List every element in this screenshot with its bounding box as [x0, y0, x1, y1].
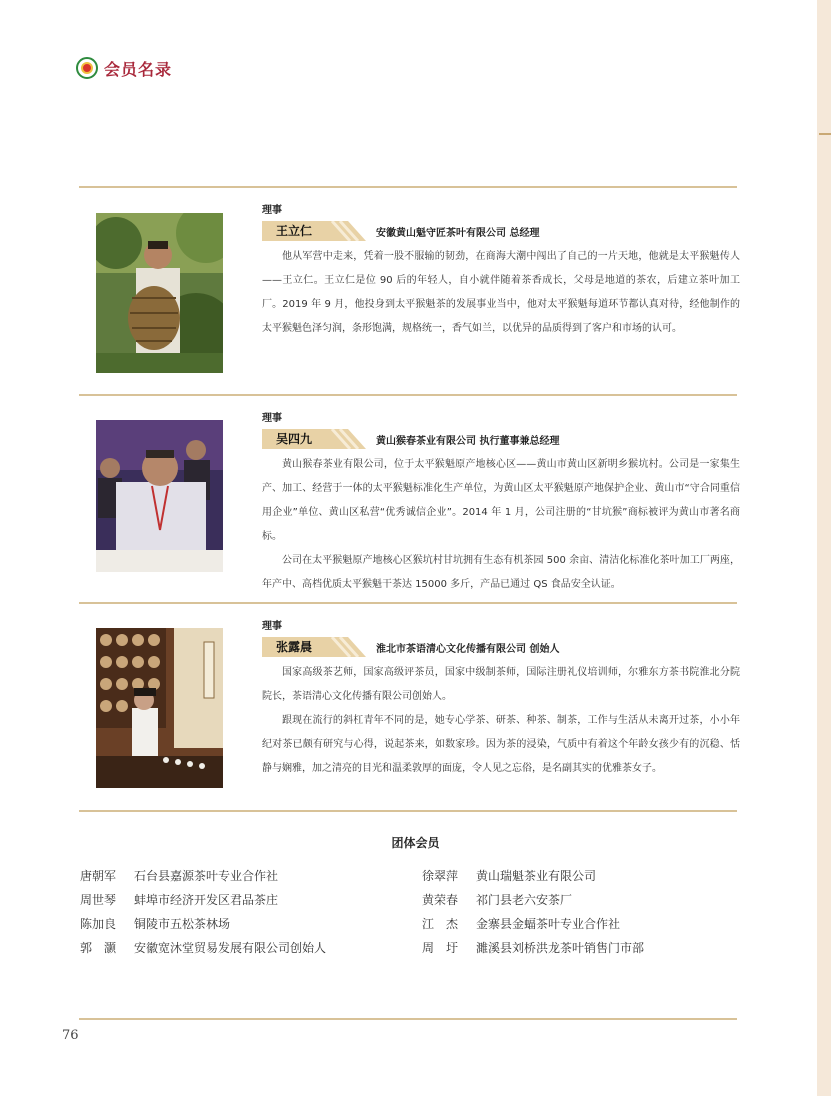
group-member-item — [422, 936, 644, 960]
group-member-item — [80, 888, 326, 912]
divider-rule — [79, 810, 737, 812]
member-role: 理事 — [262, 621, 282, 632]
page-edge-marker — [819, 133, 831, 135]
member-name: 郭 灏 — [80, 941, 117, 955]
member-photo-1 — [96, 213, 223, 373]
member-photo-2 — [96, 420, 223, 572]
name-tag — [262, 429, 366, 449]
group-member-item — [80, 864, 326, 888]
member-role: 理事 — [262, 413, 282, 424]
member-name: 王立仁 — [276, 224, 313, 238]
group-members-title: 团体会员 — [391, 836, 440, 850]
member-bio — [262, 453, 740, 597]
member-name: 张露晨 — [276, 640, 313, 654]
group-list-left — [80, 864, 326, 960]
bio-paragraph: 他从军营中走来，凭着一股不服输的韧劲，在商海大潮中闯出了自己的一片天地，他就是太平猴魁传人——王立仁。王立仁是位 90 后的年轻人，自小就伴随着茶香成长，父母是地道的茶农，后建立茶叶加工厂。2019 年 9 月，他投身到太平猴魁茶的发展事业当中，他对太平猴魁每道环节都认真对待，经他制作的太平猴魁色泽匀润，条形饱满，规格统一，香气如兰，以优异的品质得到了客户和市场的认可。 — [262, 251, 740, 334]
member-org: 铜陵市五松茶林场 — [134, 917, 231, 931]
group-member-item — [80, 912, 326, 936]
page-number: 76 — [62, 1028, 79, 1043]
member-info-2 — [262, 412, 740, 597]
member-name: 吴四九 — [276, 432, 313, 446]
member-bio — [262, 245, 740, 341]
group-member-item — [422, 888, 644, 912]
member-name: 周世琴 — [80, 893, 117, 907]
member-company: 黄山猴春茶业有限公司 执行董事兼总经理 — [376, 435, 560, 447]
page-edge-strip — [817, 0, 831, 1096]
member-company: 淮北市茶语清心文化传播有限公司 创始人 — [376, 643, 560, 655]
bio-paragraph: 黄山猴春茶业有限公司，位于太平猴魁原产地核心区——黄山市黄山区新明乡猴坑村。公司是一家集生产、加工、经营于一体的太平猴魁标准化生产单位，为黄山区太平猴魁原产地保护企业、黄山市“守合同重信用企业”单位、黄山区私营“优秀诚信企业”。2014 年 1 月，公司注册的“甘坑猴”商标被评为黄山市著名商标。 — [262, 459, 740, 542]
member-name: 周 圩 — [422, 941, 459, 955]
divider-rule — [79, 602, 737, 604]
member-bio — [262, 661, 740, 781]
bio-paragraph: 跟现在流行的斜杠青年不同的是，她专心学茶、研茶、种茶、制茶，工作与生活从未离开过茶，小小年纪对茶已颇有研究与心得，说起茶来，如数家珍。因为茶的浸染，气质中有着这个年龄女孩少有的沉稳、恬静与娴雅，加之清亮的目光和温柔敦厚的面庞，令人见之忘俗，是名副其实的优雅茶女子。 — [262, 715, 740, 774]
member-photo-3 — [96, 628, 223, 788]
bio-paragraph: 国家高级茶艺师，国家高级评茶员，国家中级制茶师，国际注册礼仪培训师，尔雅东方茶书院淮北分院院长，茶语清心文化传播有限公司创始人。 — [262, 667, 740, 702]
name-tag — [262, 221, 366, 241]
member-org: 蚌埠市经济开发区君品茶庄 — [134, 893, 279, 907]
group-member-item — [422, 912, 644, 936]
group-member-item — [422, 864, 644, 888]
member-name: 江 杰 — [422, 917, 459, 931]
group-member-item — [80, 936, 326, 960]
member-org: 安徽宽沐堂贸易发展有限公司创始人 — [134, 941, 327, 955]
member-org: 祁门县老六安茶厂 — [476, 893, 573, 907]
section-title: 会员名录 — [104, 59, 173, 79]
member-name: 徐翠萍 — [422, 869, 459, 883]
member-org: 濉溪县刘桥洪龙茶叶销售门市部 — [476, 941, 645, 955]
name-tag — [262, 637, 366, 657]
section-header — [76, 55, 172, 81]
member-name: 黄荣春 — [422, 893, 459, 907]
member-info-3 — [262, 620, 740, 781]
member-info-1 — [262, 204, 740, 341]
member-org: 金寨县金蝠茶叶专业合作社 — [476, 917, 621, 931]
divider-rule — [79, 394, 737, 396]
member-name: 陈加良 — [80, 917, 117, 931]
member-company: 安徽黄山魁守匠茶叶有限公司 总经理 — [376, 227, 540, 239]
member-org: 石台县嘉源茶叶专业合作社 — [134, 869, 279, 883]
group-list-right — [422, 864, 644, 960]
divider-rule — [79, 186, 737, 188]
member-name: 唐朝军 — [80, 869, 117, 883]
member-role: 理事 — [262, 205, 282, 216]
member-org: 黄山瑞魁茶业有限公司 — [476, 869, 597, 883]
bio-paragraph: 公司在太平猴魁原产地核心区猴坑村甘坑拥有生态有机茶园 500 余亩、清洁化标准化茶叶加工厂两座，年产中、高档优质太平猴魁干茶达 15000 多斤，产品已通过 QS 食品安全认证。 — [262, 555, 740, 590]
association-logo-icon — [76, 57, 98, 79]
divider-rule — [79, 1018, 737, 1020]
